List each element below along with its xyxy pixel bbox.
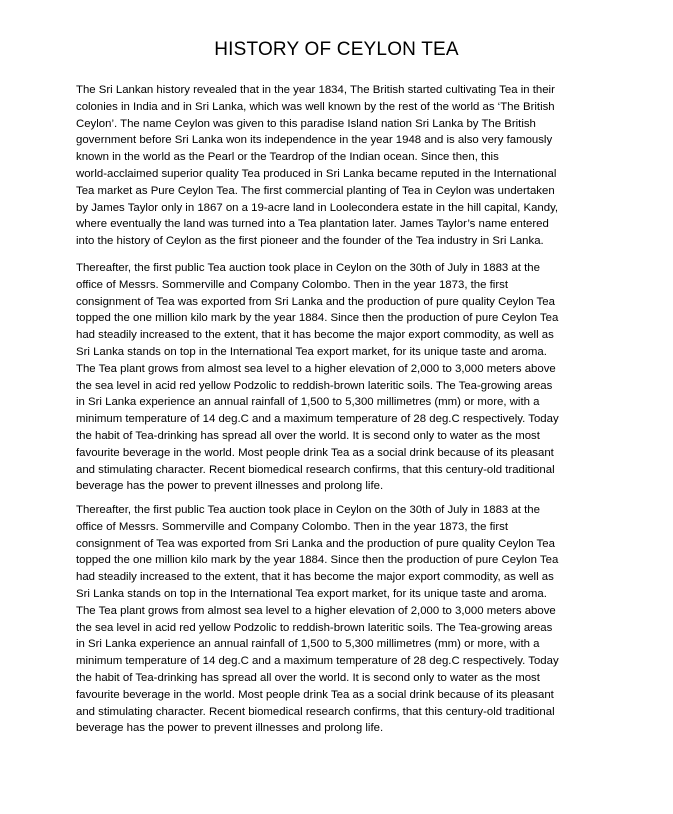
text-line: the habit of Tea-drinking has spread all over the world. It is second only to water as the most <box>76 671 540 684</box>
text-line: consignment of Tea was exported from Sri Lanka and the production of pure quality Ceylon Tea <box>76 537 555 550</box>
text-line: the sea level in acid red yellow Podzolic to reddish-brown lateritic soils. The Tea-growing areas <box>76 379 553 392</box>
text-line: office of Messrs. Sommerville and Company Colombo. Then in the year 1873, the first <box>76 278 508 291</box>
text-line: in Sri Lanka experience an annual rainfall of 1,500 to 5,300 millimetres (mm) or more, with a <box>76 638 540 651</box>
text-line: and stimulating character. Recent biomedical research confirms, that this century-old traditional <box>76 463 555 476</box>
text-line: beverage has the power to prevent illnesses and prolong life. <box>76 480 384 493</box>
text-line: consignment of Tea was exported from Sri Lanka and the production of pure quality Ceylon Tea <box>76 295 555 308</box>
text-line: The Tea plant grows from almost sea level to a higher elevation of 2,000 to 3,000 meters above <box>76 604 556 617</box>
paragraph-3 <box>76 502 606 737</box>
text-line: topped the one million kilo mark by the year 1884. Since then the production of pure Ceylon Tea <box>76 554 559 567</box>
text-line: beverage has the power to prevent illnesses and prolong life. <box>76 722 384 735</box>
text-line: The Tea plant grows from almost sea level to a higher elevation of 2,000 to 3,000 meters above <box>76 362 556 375</box>
paragraph-1 <box>76 82 606 250</box>
text-line: favourite beverage in the world. Most people drink Tea as a social drink because of its pleasant <box>76 446 554 459</box>
text-line: where eventually the land was turned into a Tea plantation later. James Taylor’s name entered <box>76 218 549 231</box>
paragraph-2 <box>76 260 606 495</box>
text-line: office of Messrs. Sommerville and Company Colombo. Then in the year 1873, the first <box>76 520 508 533</box>
text-line: had steadily increased to the extent, that it has become the major export commodity, as well as <box>76 571 554 584</box>
page-title: HISTORY OF CEYLON TEA <box>214 39 459 60</box>
text-line: by James Taylor only in 1867 on a 19-acre land in Loolecondera estate in the hill capital, Kandy, <box>76 201 559 214</box>
text-line: Ceylon’. The name Ceylon was given to this paradise Island nation Sri Lanka by The British <box>76 117 536 130</box>
text-line: had steadily increased to the extent, that it has become the major export commodity, as well as <box>76 329 554 342</box>
text-line: Sri Lanka stands on top in the International Tea export market, for its unique taste and aroma. <box>76 587 547 600</box>
text-line: and stimulating character. Recent biomedical research confirms, that this century-old traditional <box>76 705 555 718</box>
text-line: favourite beverage in the world. Most people drink Tea as a social drink because of its pleasant <box>76 688 554 701</box>
text-line: topped the one million kilo mark by the year 1884. Since then the production of pure Ceylon Tea <box>76 312 559 325</box>
text-line: minimum temperature of 14 deg.C and a maximum temperature of 28 deg.C respectively. Today <box>76 413 559 426</box>
text-line: government before Sri Lanka won its independence in the year 1948 and is also very famously <box>76 134 553 147</box>
text-line: minimum temperature of 14 deg.C and a maximum temperature of 28 deg.C respectively. Today <box>76 655 559 668</box>
text-line: Sri Lanka stands on top in the International Tea export market, for its unique taste and aroma. <box>76 345 547 358</box>
text-line: known in the world as the Pearl or the Teardrop of the Indian ocean. Since then, this <box>76 151 499 164</box>
text-line: world-acclaimed superior quality Tea produced in Sri Lanka became reputed in the International <box>76 167 557 180</box>
text-line: in Sri Lanka experience an annual rainfall of 1,500 to 5,300 millimetres (mm) or more, with a <box>76 396 540 409</box>
text-line: into the history of Ceylon as the first pioneer and the founder of the Tea industry in Sri Lanka. <box>76 235 544 248</box>
text-line: Thereafter, the first public Tea auction took place in Ceylon on the 30th of July in 1883 at the <box>76 262 540 274</box>
text-line: the sea level in acid red yellow Podzolic to reddish-brown lateritic soils. The Tea-growing areas <box>76 621 553 634</box>
text-line: Thereafter, the first public Tea auction took place in Ceylon on the 30th of July in 1883 at the <box>76 504 540 516</box>
text-line: the habit of Tea-drinking has spread all over the world. It is second only to water as the most <box>76 429 540 442</box>
text-line: colonies in India and in Sri Lanka, which was well known by the rest of the world as ‘The British <box>76 100 555 113</box>
text-line: Tea market as Pure Ceylon Tea. The first commercial planting of Tea in Ceylon was undertaken <box>76 184 555 197</box>
text-line: The Sri Lankan history revealed that in the year 1834, The British started cultivating Tea in their <box>76 84 555 96</box>
